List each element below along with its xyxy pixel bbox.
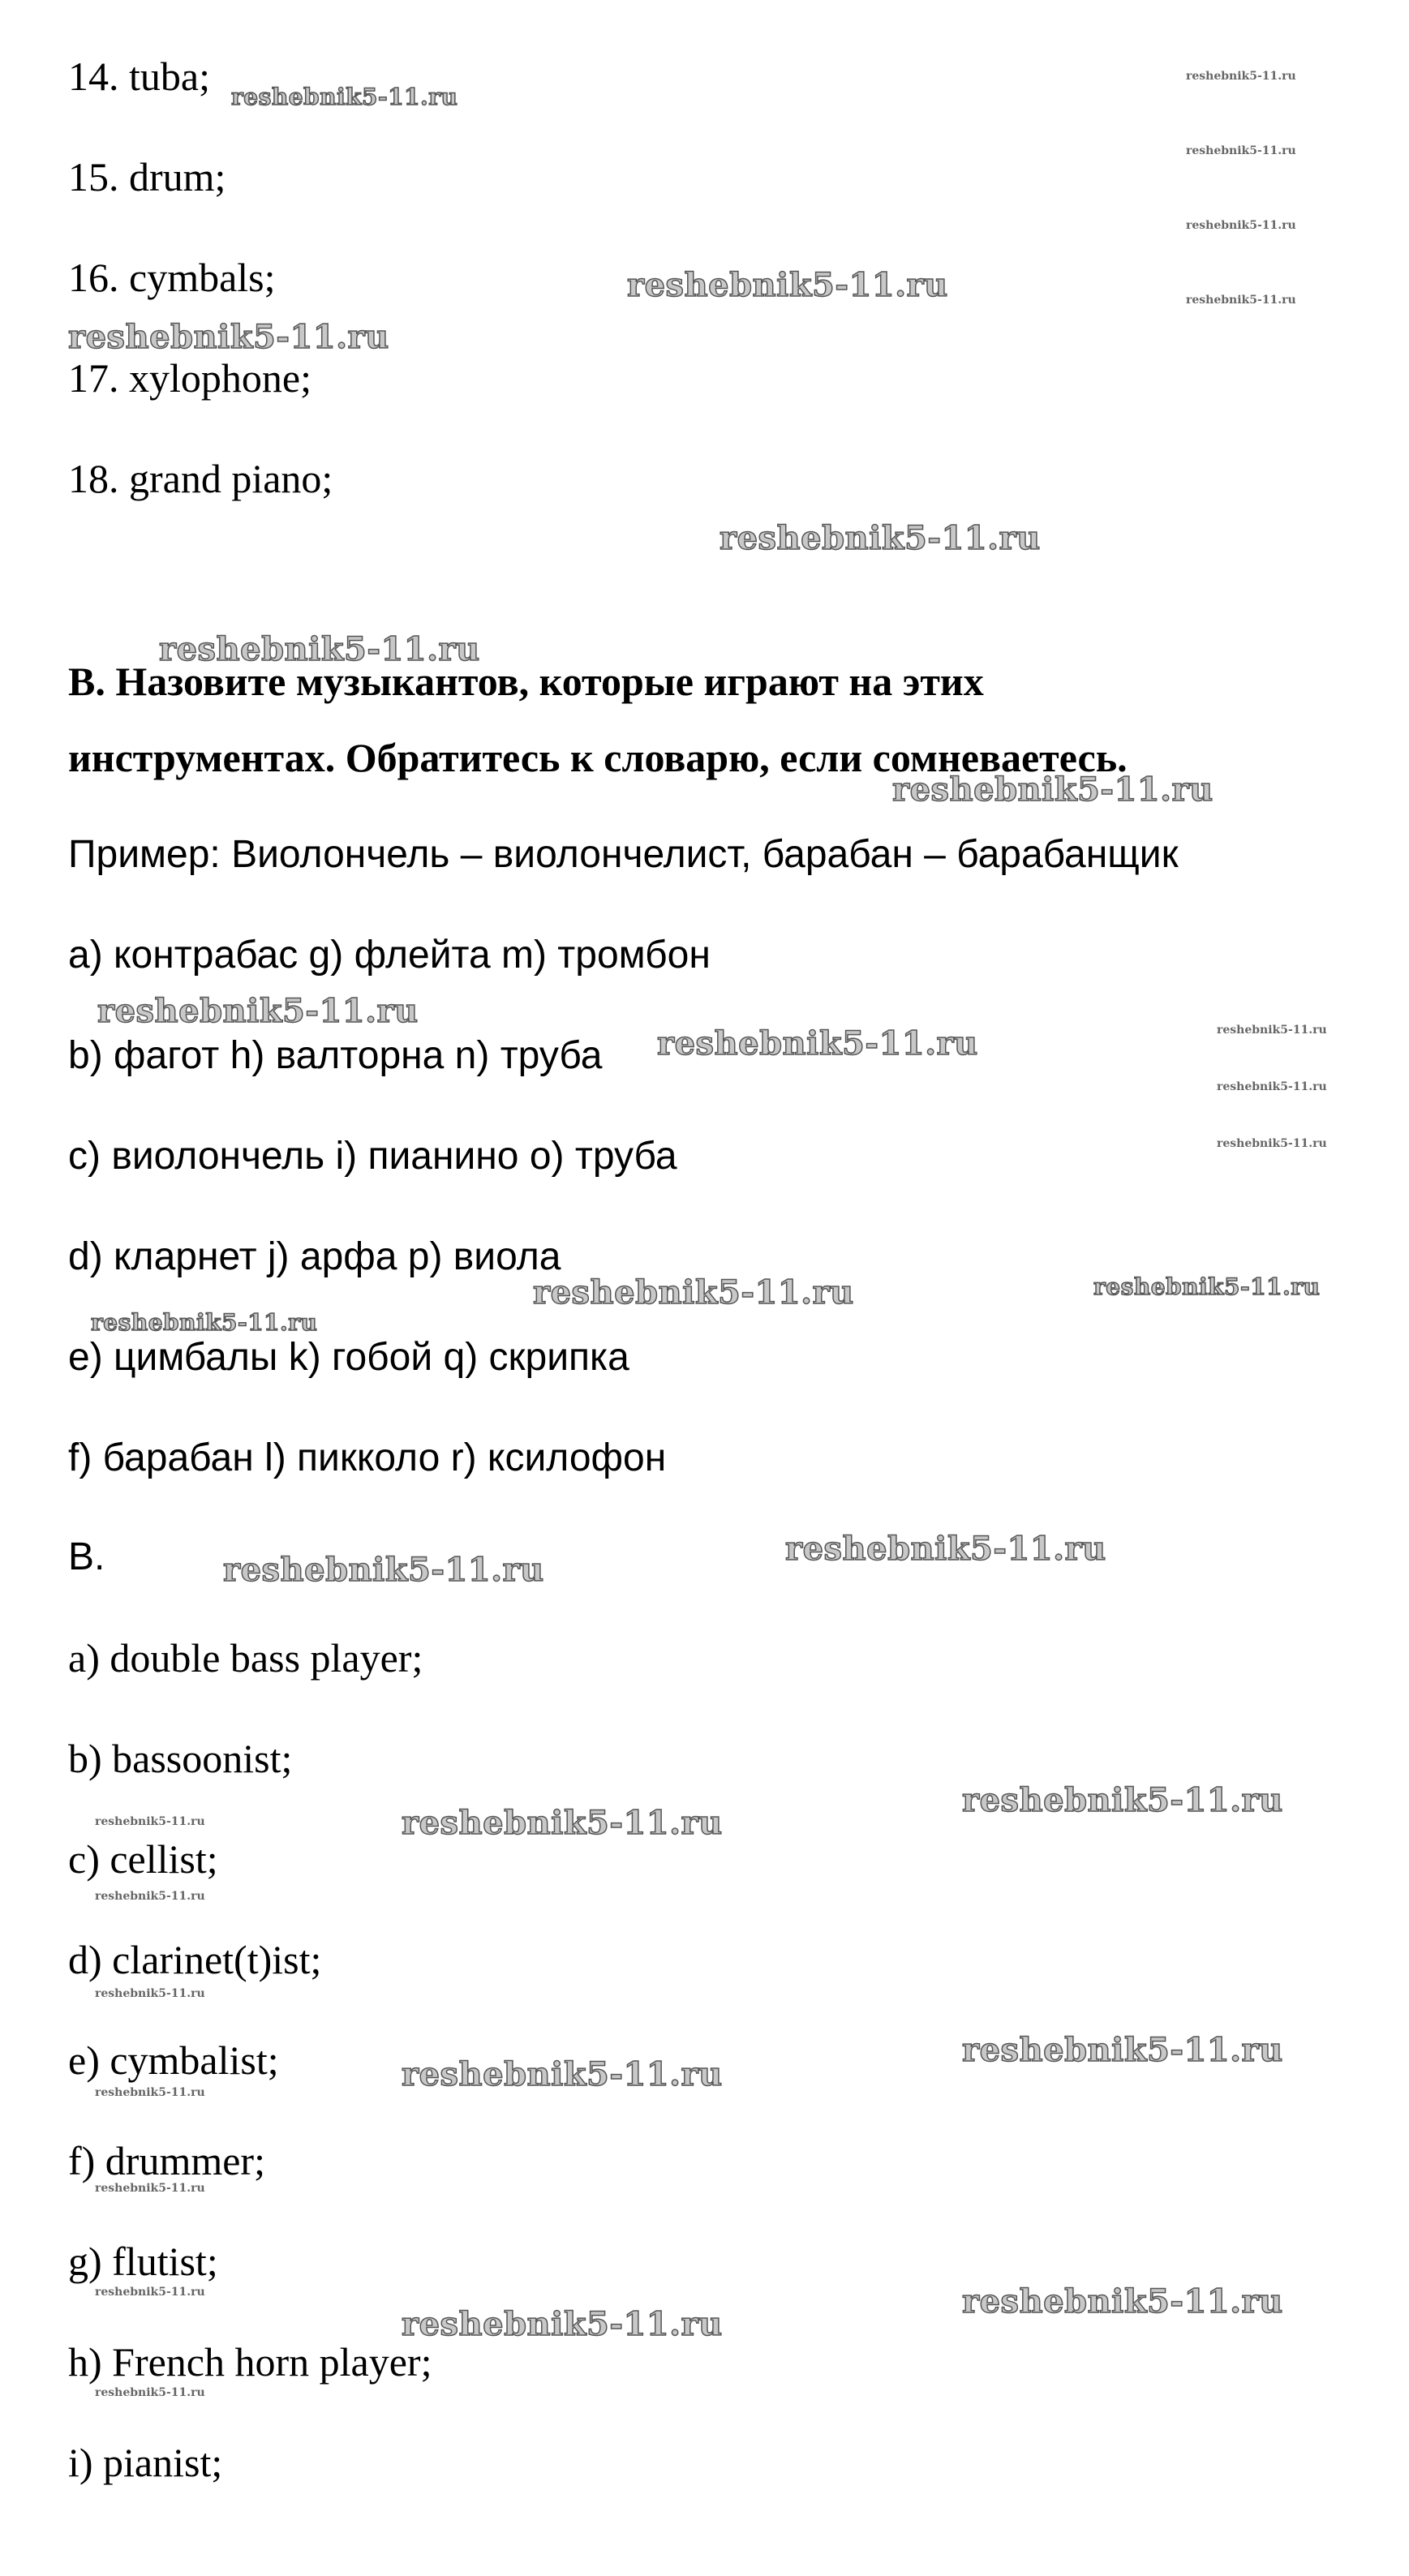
watermark-stamp: reshebnik5-11.ru <box>962 1781 1283 1819</box>
watermark-stamp: reshebnik5-11.ru <box>720 519 1041 557</box>
watermark-stamp: reshebnik5-11.ru <box>1217 1080 1327 1093</box>
watermark-stamp: reshebnik5-11.ru <box>962 2282 1283 2321</box>
answer-label: B. <box>68 1535 105 1578</box>
answer-a: a) double bass player; <box>68 1635 423 1681</box>
answer-e: e) cymbalist; <box>68 2037 279 2083</box>
watermark-stamp: reshebnik5-11.ru <box>402 2055 723 2093</box>
watermark-stamp: reshebnik5-11.ru <box>1186 219 1296 232</box>
list-item-15: 15. drum; <box>68 154 226 200</box>
watermark-stamp: reshebnik5-11.ru <box>231 84 458 110</box>
exercise-row-e: e) цимбалы k) гобой q) скрипка <box>68 1336 629 1379</box>
watermark-stamp: reshebnik5-11.ru <box>1186 294 1296 307</box>
answer-h: h) French horn player; <box>68 2339 432 2385</box>
task-heading-line-1: B. Назовите музыкантов, которые играют на этих <box>68 659 984 704</box>
watermark-stamp: reshebnik5-11.ru <box>97 992 419 1030</box>
watermark-stamp: reshebnik5-11.ru <box>1217 1137 1327 1150</box>
watermark-stamp: reshebnik5-11.ru <box>91 1309 318 1336</box>
watermark-stamp: reshebnik5-11.ru <box>402 2305 723 2343</box>
watermark-stamp: reshebnik5-11.ru <box>962 2031 1283 2069</box>
watermark-stamp: reshebnik5-11.ru <box>223 1551 544 1589</box>
exercise-row-b: b) фагот h) валторна n) труба <box>68 1034 603 1077</box>
watermark-stamp: reshebnik5-11.ru <box>95 2386 205 2399</box>
watermark-stamp: reshebnik5-11.ru <box>785 1530 1106 1568</box>
watermark-stamp: reshebnik5-11.ru <box>533 1273 854 1312</box>
exercise-row-f: f) барабан l) пикколо r) ксилофон <box>68 1436 667 1479</box>
watermark-stamp: reshebnik5-11.ru <box>627 266 948 304</box>
answer-c: c) cellist; <box>68 1836 218 1882</box>
list-item-17: 17. xylophone; <box>68 355 311 401</box>
watermark-stamp: reshebnik5-11.ru <box>1186 144 1296 157</box>
watermark-stamp: reshebnik5-11.ru <box>95 1815 205 1828</box>
exercise-row-c: c) виолончель i) пианино o) труба <box>68 1135 677 1178</box>
watermark-stamp: reshebnik5-11.ru <box>159 630 480 668</box>
list-item-16: 16. cymbals; <box>68 255 276 300</box>
watermark-stamp: reshebnik5-11.ru <box>1186 70 1296 83</box>
answer-f: f) drummer; <box>68 2138 265 2183</box>
watermark-stamp: reshebnik5-11.ru <box>95 2086 205 2099</box>
watermark-stamp: reshebnik5-11.ru <box>95 2286 205 2299</box>
answer-d: d) clarinet(t)ist; <box>68 1937 322 1982</box>
watermark-stamp: reshebnik5-11.ru <box>1217 1024 1327 1037</box>
watermark-stamp: reshebnik5-11.ru <box>892 771 1214 809</box>
list-item-18: 18. grand piano; <box>68 456 333 501</box>
watermark-stamp: reshebnik5-11.ru <box>68 318 389 356</box>
watermark-stamp: reshebnik5-11.ru <box>95 1890 205 1903</box>
list-item-14: 14. tuba; <box>68 54 210 99</box>
watermark-stamp: reshebnik5-11.ru <box>95 2182 205 2195</box>
example-text: Пример: Виолончель – виолончелист, барабан – барабанщик <box>68 833 1179 876</box>
task-heading-line-2: инструментах. Обратитесь к словарю, если сомневаетесь. <box>68 735 1128 780</box>
watermark-stamp: reshebnik5-11.ru <box>95 1987 205 2000</box>
answer-i: i) pianist; <box>68 2440 223 2485</box>
answer-b: b) bassoonist; <box>68 1736 293 1781</box>
watermark-stamp: reshebnik5-11.ru <box>1093 1273 1321 1300</box>
exercise-row-d: d) кларнет j) арфа p) виола <box>68 1235 561 1278</box>
exercise-row-a: a) контрабас g) флейта m) тромбон <box>68 934 711 977</box>
watermark-stamp: reshebnik5-11.ru <box>657 1024 978 1063</box>
watermark-stamp: reshebnik5-11.ru <box>402 1804 723 1842</box>
answer-g: g) flutist; <box>68 2239 218 2284</box>
